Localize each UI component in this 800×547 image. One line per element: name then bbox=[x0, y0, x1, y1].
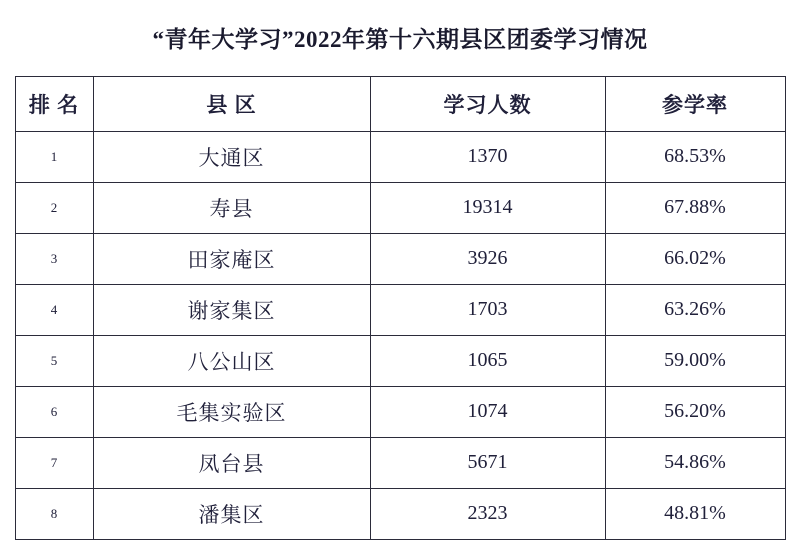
cell-rank: 1 bbox=[15, 131, 93, 182]
table-row bbox=[15, 335, 785, 386]
cell-area: 田家庵区 bbox=[93, 233, 370, 284]
cell-rank: 7 bbox=[15, 437, 93, 488]
cell-count: 3926 bbox=[370, 233, 605, 284]
cell-rate: 54.86% bbox=[605, 437, 785, 488]
table-row bbox=[15, 386, 785, 437]
table-row bbox=[15, 233, 785, 284]
table-row bbox=[15, 488, 785, 539]
table-header-row bbox=[15, 76, 785, 131]
cell-rate: 66.02% bbox=[605, 233, 785, 284]
cell-rate: 68.53% bbox=[605, 131, 785, 182]
column-header-count: 学习人数 bbox=[370, 76, 605, 131]
table-header bbox=[15, 76, 785, 131]
cell-count: 1065 bbox=[370, 335, 605, 386]
cell-area: 谢家集区 bbox=[93, 284, 370, 335]
cell-count: 5671 bbox=[370, 437, 605, 488]
table-row bbox=[15, 284, 785, 335]
cell-area: 毛集实验区 bbox=[93, 386, 370, 437]
table-row bbox=[15, 131, 785, 182]
cell-rate: 59.00% bbox=[605, 335, 785, 386]
cell-count: 1074 bbox=[370, 386, 605, 437]
cell-rank: 4 bbox=[15, 284, 93, 335]
study-statistics-table bbox=[15, 76, 786, 540]
cell-rank: 6 bbox=[15, 386, 93, 437]
cell-rate: 56.20% bbox=[605, 386, 785, 437]
cell-count: 1703 bbox=[370, 284, 605, 335]
cell-count: 1370 bbox=[370, 131, 605, 182]
cell-area: 潘集区 bbox=[93, 488, 370, 539]
cell-area: 凤台县 bbox=[93, 437, 370, 488]
cell-count: 19314 bbox=[370, 182, 605, 233]
table-row bbox=[15, 437, 785, 488]
cell-rate: 67.88% bbox=[605, 182, 785, 233]
table-body bbox=[15, 131, 785, 539]
table-row bbox=[15, 182, 785, 233]
cell-count: 2323 bbox=[370, 488, 605, 539]
cell-rank: 8 bbox=[15, 488, 93, 539]
cell-area: 寿县 bbox=[93, 182, 370, 233]
column-header-rank: 排 名 bbox=[15, 76, 93, 131]
cell-area: 八公山区 bbox=[93, 335, 370, 386]
cell-area: 大通区 bbox=[93, 131, 370, 182]
column-header-area: 县 区 bbox=[93, 76, 370, 131]
cell-rank: 3 bbox=[15, 233, 93, 284]
page-title: “青年大学习”2022年第十六期县区团委学习情况 bbox=[152, 27, 648, 52]
cell-rank: 5 bbox=[15, 335, 93, 386]
column-header-rate: 参学率 bbox=[605, 76, 785, 131]
cell-rate: 48.81% bbox=[605, 488, 785, 539]
cell-rate: 63.26% bbox=[605, 284, 785, 335]
cell-rank: 2 bbox=[15, 182, 93, 233]
